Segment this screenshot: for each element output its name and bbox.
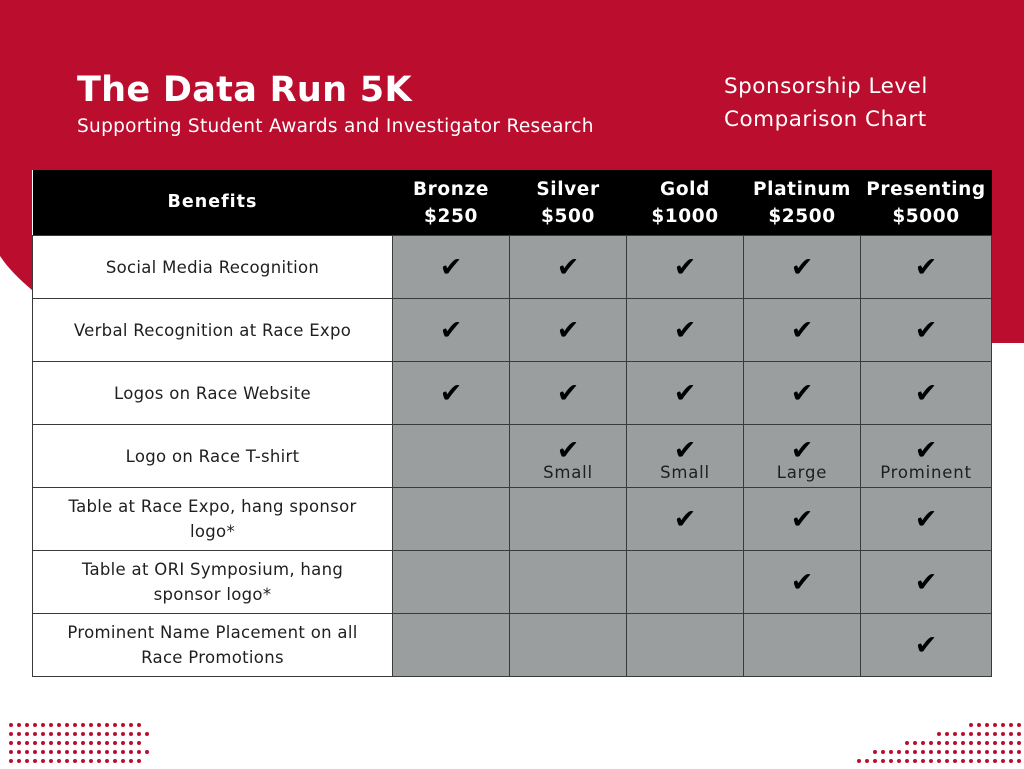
decorative-dot — [1009, 759, 1013, 763]
checkmark-icon: ✔ — [790, 503, 814, 535]
decorative-dot — [81, 759, 85, 763]
decorative-dot — [49, 741, 53, 745]
level-cell — [744, 299, 861, 362]
decorative-dot — [969, 750, 973, 754]
decorative-dot — [41, 750, 45, 754]
decorative-dot — [129, 723, 133, 727]
decorative-dot — [1009, 750, 1013, 754]
decorative-dot — [129, 732, 133, 736]
decorative-dot — [921, 750, 925, 754]
level-cell — [510, 551, 627, 614]
decorative-dot — [985, 732, 989, 736]
decorative-dot — [89, 759, 93, 763]
decorative-dot — [33, 732, 37, 736]
benefit-label: Verbal Recognition at Race Expo — [33, 299, 393, 362]
decorative-dot — [1001, 723, 1005, 727]
table-header-row — [33, 170, 992, 236]
decorative-dot — [73, 759, 77, 763]
decorative-dot — [9, 732, 13, 736]
decorative-dot — [937, 759, 941, 763]
level-price: $2500 — [768, 205, 836, 227]
decorative-dot — [985, 741, 989, 745]
decorative-dot — [977, 732, 981, 736]
decorative-dot — [1009, 723, 1013, 727]
decorative-dot — [89, 732, 93, 736]
decorative-dot — [921, 759, 925, 763]
decorative-dot — [105, 759, 109, 763]
decorative-dot — [889, 750, 893, 754]
decorative-dot — [985, 750, 989, 754]
checkmark-icon: ✔ — [673, 503, 697, 535]
decorative-dot — [97, 723, 101, 727]
table-row — [33, 299, 992, 362]
decorative-dot — [41, 732, 45, 736]
decorative-dot — [969, 741, 973, 745]
checkmark-icon: ✔ — [673, 251, 697, 283]
decorative-dot — [929, 741, 933, 745]
decorative-dot — [937, 732, 941, 736]
decorative-dot — [977, 759, 981, 763]
checkmark-icon: ✔ — [914, 377, 938, 409]
checkmark-icon: ✔ — [673, 314, 697, 346]
checkmark-icon: ✔ — [790, 377, 814, 409]
decorative-dot — [977, 741, 981, 745]
decorative-dot — [945, 759, 949, 763]
checkmark-icon: ✔ — [439, 377, 463, 409]
decorative-dot — [905, 741, 909, 745]
decorative-dot — [129, 750, 133, 754]
level-cell — [744, 236, 861, 299]
decorative-dot — [945, 732, 949, 736]
decorative-dot — [953, 759, 957, 763]
checkmark-icon: ✔ — [439, 314, 463, 346]
decorative-dot — [929, 750, 933, 754]
decorative-dot — [865, 759, 869, 763]
page-title: The Data Run 5K — [77, 70, 412, 110]
decorative-dot — [57, 759, 61, 763]
checkmark-icon: ✔ — [556, 314, 580, 346]
level-cell — [744, 488, 861, 551]
decorative-dot — [105, 750, 109, 754]
benefit-label: Table at ORI Symposium, hang sponsor logo* — [33, 551, 393, 614]
level-cell — [393, 236, 510, 299]
decorative-dot — [121, 741, 125, 745]
decorative-dot — [81, 750, 85, 754]
level-price: $1000 — [651, 205, 719, 227]
decorative-dot — [945, 741, 949, 745]
decorative-dot — [97, 759, 101, 763]
decorative-dot — [897, 750, 901, 754]
decorative-dot — [1001, 741, 1005, 745]
decorative-dot — [113, 723, 117, 727]
decorative-dot — [9, 750, 13, 754]
decorative-dot — [113, 732, 117, 736]
decorative-dot — [929, 759, 933, 763]
checkmark-icon: ✔ — [790, 566, 814, 598]
decorative-dot — [1017, 732, 1021, 736]
decorative-dot — [129, 741, 133, 745]
level-cell — [861, 299, 992, 362]
decorative-dot — [49, 750, 53, 754]
level-cell — [627, 425, 744, 488]
decorative-dot — [961, 759, 965, 763]
decorative-dot — [993, 723, 997, 727]
checkmark-icon: ✔ — [790, 251, 814, 283]
decorative-dot — [145, 750, 149, 754]
decorative-dot — [121, 750, 125, 754]
sponsorship-table — [32, 170, 992, 677]
decorative-dot — [881, 759, 885, 763]
level-name: Presenting — [866, 178, 986, 200]
table-row — [33, 236, 992, 299]
level-cell — [744, 425, 861, 488]
chart-caption — [724, 70, 928, 136]
decorative-dot — [25, 750, 29, 754]
checkmark-icon: ✔ — [790, 434, 814, 466]
level-price: $5000 — [892, 205, 960, 227]
decorative-dot — [81, 723, 85, 727]
checkmark-icon: ✔ — [439, 251, 463, 283]
decorative-dot — [1017, 741, 1021, 745]
decorative-dot — [913, 741, 917, 745]
checkmark-icon: ✔ — [914, 314, 938, 346]
checkmark-icon: ✔ — [914, 251, 938, 283]
decorative-dot — [57, 750, 61, 754]
tier-size-note: Small — [660, 462, 710, 482]
decorative-dot — [57, 732, 61, 736]
benefit-label: Prominent Name Placement on all Race Promotions — [33, 614, 393, 677]
checkmark-icon: ✔ — [673, 434, 697, 466]
decorative-dot — [137, 732, 141, 736]
decorative-dot — [41, 723, 45, 727]
decorative-dot — [953, 741, 957, 745]
table-row — [33, 614, 992, 677]
decorative-dot — [1017, 723, 1021, 727]
level-cell — [393, 614, 510, 677]
level-cell — [393, 362, 510, 425]
decorative-dot — [89, 723, 93, 727]
decorative-dot — [17, 759, 21, 763]
decorative-dot — [969, 732, 973, 736]
decorative-dot — [81, 741, 85, 745]
decorative-dot — [49, 759, 53, 763]
decorative-dot — [25, 732, 29, 736]
level-cell — [861, 236, 992, 299]
checkmark-icon: ✔ — [914, 503, 938, 535]
level-cell — [627, 488, 744, 551]
decorative-dot — [897, 759, 901, 763]
level-cell — [627, 551, 744, 614]
decorative-dot — [137, 750, 141, 754]
level-cell — [744, 551, 861, 614]
benefit-label: Table at Race Expo, hang sponsor logo* — [33, 488, 393, 551]
tier-size-note: Prominent — [880, 462, 972, 482]
benefit-label: Social Media Recognition — [33, 236, 393, 299]
decorative-dot — [9, 741, 13, 745]
decorative-dot — [937, 741, 941, 745]
decorative-dot — [105, 741, 109, 745]
level-name: Gold — [660, 178, 710, 200]
tier-size-note: Small — [543, 462, 593, 482]
checkmark-icon: ✔ — [914, 566, 938, 598]
checkmark-icon: ✔ — [914, 629, 938, 661]
decorative-dot — [49, 732, 53, 736]
decorative-dot — [17, 732, 21, 736]
level-cell — [861, 425, 992, 488]
level-cell — [627, 362, 744, 425]
decorative-dot — [889, 759, 893, 763]
decorative-dot — [89, 750, 93, 754]
decorative-dots-right — [856, 722, 1024, 768]
decorative-dot — [993, 759, 997, 763]
decorative-dot — [969, 759, 973, 763]
decorative-dot — [961, 750, 965, 754]
decorative-dot — [985, 759, 989, 763]
checkmark-icon: ✔ — [556, 434, 580, 466]
level-cell — [861, 362, 992, 425]
level-header-presenting — [861, 170, 992, 236]
decorative-dot — [89, 741, 93, 745]
level-cell — [627, 236, 744, 299]
level-cell — [861, 614, 992, 677]
decorative-dot — [73, 741, 77, 745]
decorative-dot — [57, 741, 61, 745]
decorative-dot — [9, 759, 13, 763]
decorative-dot — [97, 741, 101, 745]
decorative-dot — [65, 732, 69, 736]
decorative-dot — [905, 750, 909, 754]
decorative-dot — [1009, 732, 1013, 736]
decorative-dot — [41, 741, 45, 745]
decorative-dot — [129, 759, 133, 763]
table-row — [33, 425, 992, 488]
decorative-dot — [121, 723, 125, 727]
decorative-dot — [17, 741, 21, 745]
checkmark-icon: ✔ — [790, 314, 814, 346]
decorative-dot — [985, 723, 989, 727]
decorative-dot — [977, 723, 981, 727]
decorative-dot — [33, 759, 37, 763]
decorative-dot — [945, 750, 949, 754]
level-header-platinum — [744, 170, 861, 236]
tier-size-note: Large — [776, 462, 828, 482]
level-cell — [393, 488, 510, 551]
decorative-dot — [121, 732, 125, 736]
decorative-dot — [857, 759, 861, 763]
decorative-dot — [97, 732, 101, 736]
level-price: $500 — [541, 205, 595, 227]
level-price: $250 — [424, 205, 478, 227]
level-name: Platinum — [753, 178, 851, 200]
level-cell — [510, 425, 627, 488]
decorative-dot — [953, 750, 957, 754]
decorative-dot — [121, 759, 125, 763]
checkmark-icon: ✔ — [914, 434, 938, 466]
level-header-gold — [627, 170, 744, 236]
level-name: Silver — [536, 178, 600, 200]
benefit-label: Logos on Race Website — [33, 362, 393, 425]
decorative-dot — [1017, 750, 1021, 754]
decorative-dot — [137, 759, 141, 763]
decorative-dot — [881, 750, 885, 754]
table-row — [33, 551, 992, 614]
decorative-dot — [913, 759, 917, 763]
decorative-dot — [73, 750, 77, 754]
decorative-dot — [33, 723, 37, 727]
level-header-bronze — [393, 170, 510, 236]
benefits-column-header: Benefits — [33, 170, 393, 236]
decorative-dot — [65, 741, 69, 745]
decorative-dot — [961, 732, 965, 736]
decorative-dot — [1001, 732, 1005, 736]
level-cell — [393, 551, 510, 614]
level-cell — [861, 488, 992, 551]
checkmark-icon: ✔ — [556, 377, 580, 409]
page-subtitle: Supporting Student Awards and Investigator Research — [77, 116, 594, 137]
decorative-dot — [873, 750, 877, 754]
decorative-dot — [105, 723, 109, 727]
checkmark-icon: ✔ — [673, 377, 697, 409]
decorative-dot — [33, 741, 37, 745]
decorative-dot — [25, 759, 29, 763]
decorative-dot — [9, 723, 13, 727]
decorative-dot — [953, 732, 957, 736]
decorative-dot — [1001, 750, 1005, 754]
decorative-dots-left — [8, 722, 178, 768]
decorative-dot — [905, 759, 909, 763]
decorative-dot — [25, 723, 29, 727]
decorative-dot — [961, 741, 965, 745]
decorative-dot — [97, 750, 101, 754]
decorative-dot — [145, 732, 149, 736]
chart-caption-line-2: Comparison Chart — [724, 107, 927, 132]
decorative-dot — [113, 759, 117, 763]
level-cell — [510, 299, 627, 362]
decorative-dot — [65, 723, 69, 727]
decorative-dot — [73, 723, 77, 727]
level-cell — [393, 299, 510, 362]
decorative-dot — [113, 750, 117, 754]
chart-caption-line-1: Sponsorship Level — [724, 74, 928, 99]
level-cell — [627, 614, 744, 677]
table-row — [33, 488, 992, 551]
decorative-dot — [921, 741, 925, 745]
level-header-silver — [510, 170, 627, 236]
decorative-dot — [993, 750, 997, 754]
decorative-dot — [33, 750, 37, 754]
decorative-dot — [969, 723, 973, 727]
table-row — [33, 362, 992, 425]
decorative-dot — [17, 723, 21, 727]
level-cell — [627, 299, 744, 362]
decorative-dot — [65, 759, 69, 763]
decorative-dot — [81, 732, 85, 736]
decorative-dot — [1009, 741, 1013, 745]
level-cell — [510, 362, 627, 425]
decorative-dot — [49, 723, 53, 727]
level-cell — [744, 362, 861, 425]
decorative-dot — [25, 741, 29, 745]
decorative-dot — [137, 741, 141, 745]
decorative-dot — [41, 759, 45, 763]
level-cell — [861, 551, 992, 614]
decorative-dot — [113, 741, 117, 745]
level-cell — [744, 614, 861, 677]
decorative-dot — [17, 750, 21, 754]
decorative-dot — [57, 723, 61, 727]
level-cell — [510, 488, 627, 551]
decorative-dot — [1001, 759, 1005, 763]
decorative-dot — [993, 732, 997, 736]
level-name: Bronze — [412, 178, 490, 200]
decorative-dot — [937, 750, 941, 754]
level-cell — [393, 425, 510, 488]
benefit-label: Logo on Race T-shirt — [33, 425, 393, 488]
decorative-dot — [65, 750, 69, 754]
level-cell — [510, 614, 627, 677]
level-cell — [510, 236, 627, 299]
decorative-dot — [105, 732, 109, 736]
decorative-dot — [137, 723, 141, 727]
checkmark-icon: ✔ — [556, 251, 580, 283]
decorative-dot — [873, 759, 877, 763]
decorative-dot — [1017, 759, 1021, 763]
decorative-dot — [977, 750, 981, 754]
table-body — [33, 236, 992, 677]
decorative-dot — [993, 741, 997, 745]
decorative-dot — [73, 732, 77, 736]
decorative-dot — [913, 750, 917, 754]
